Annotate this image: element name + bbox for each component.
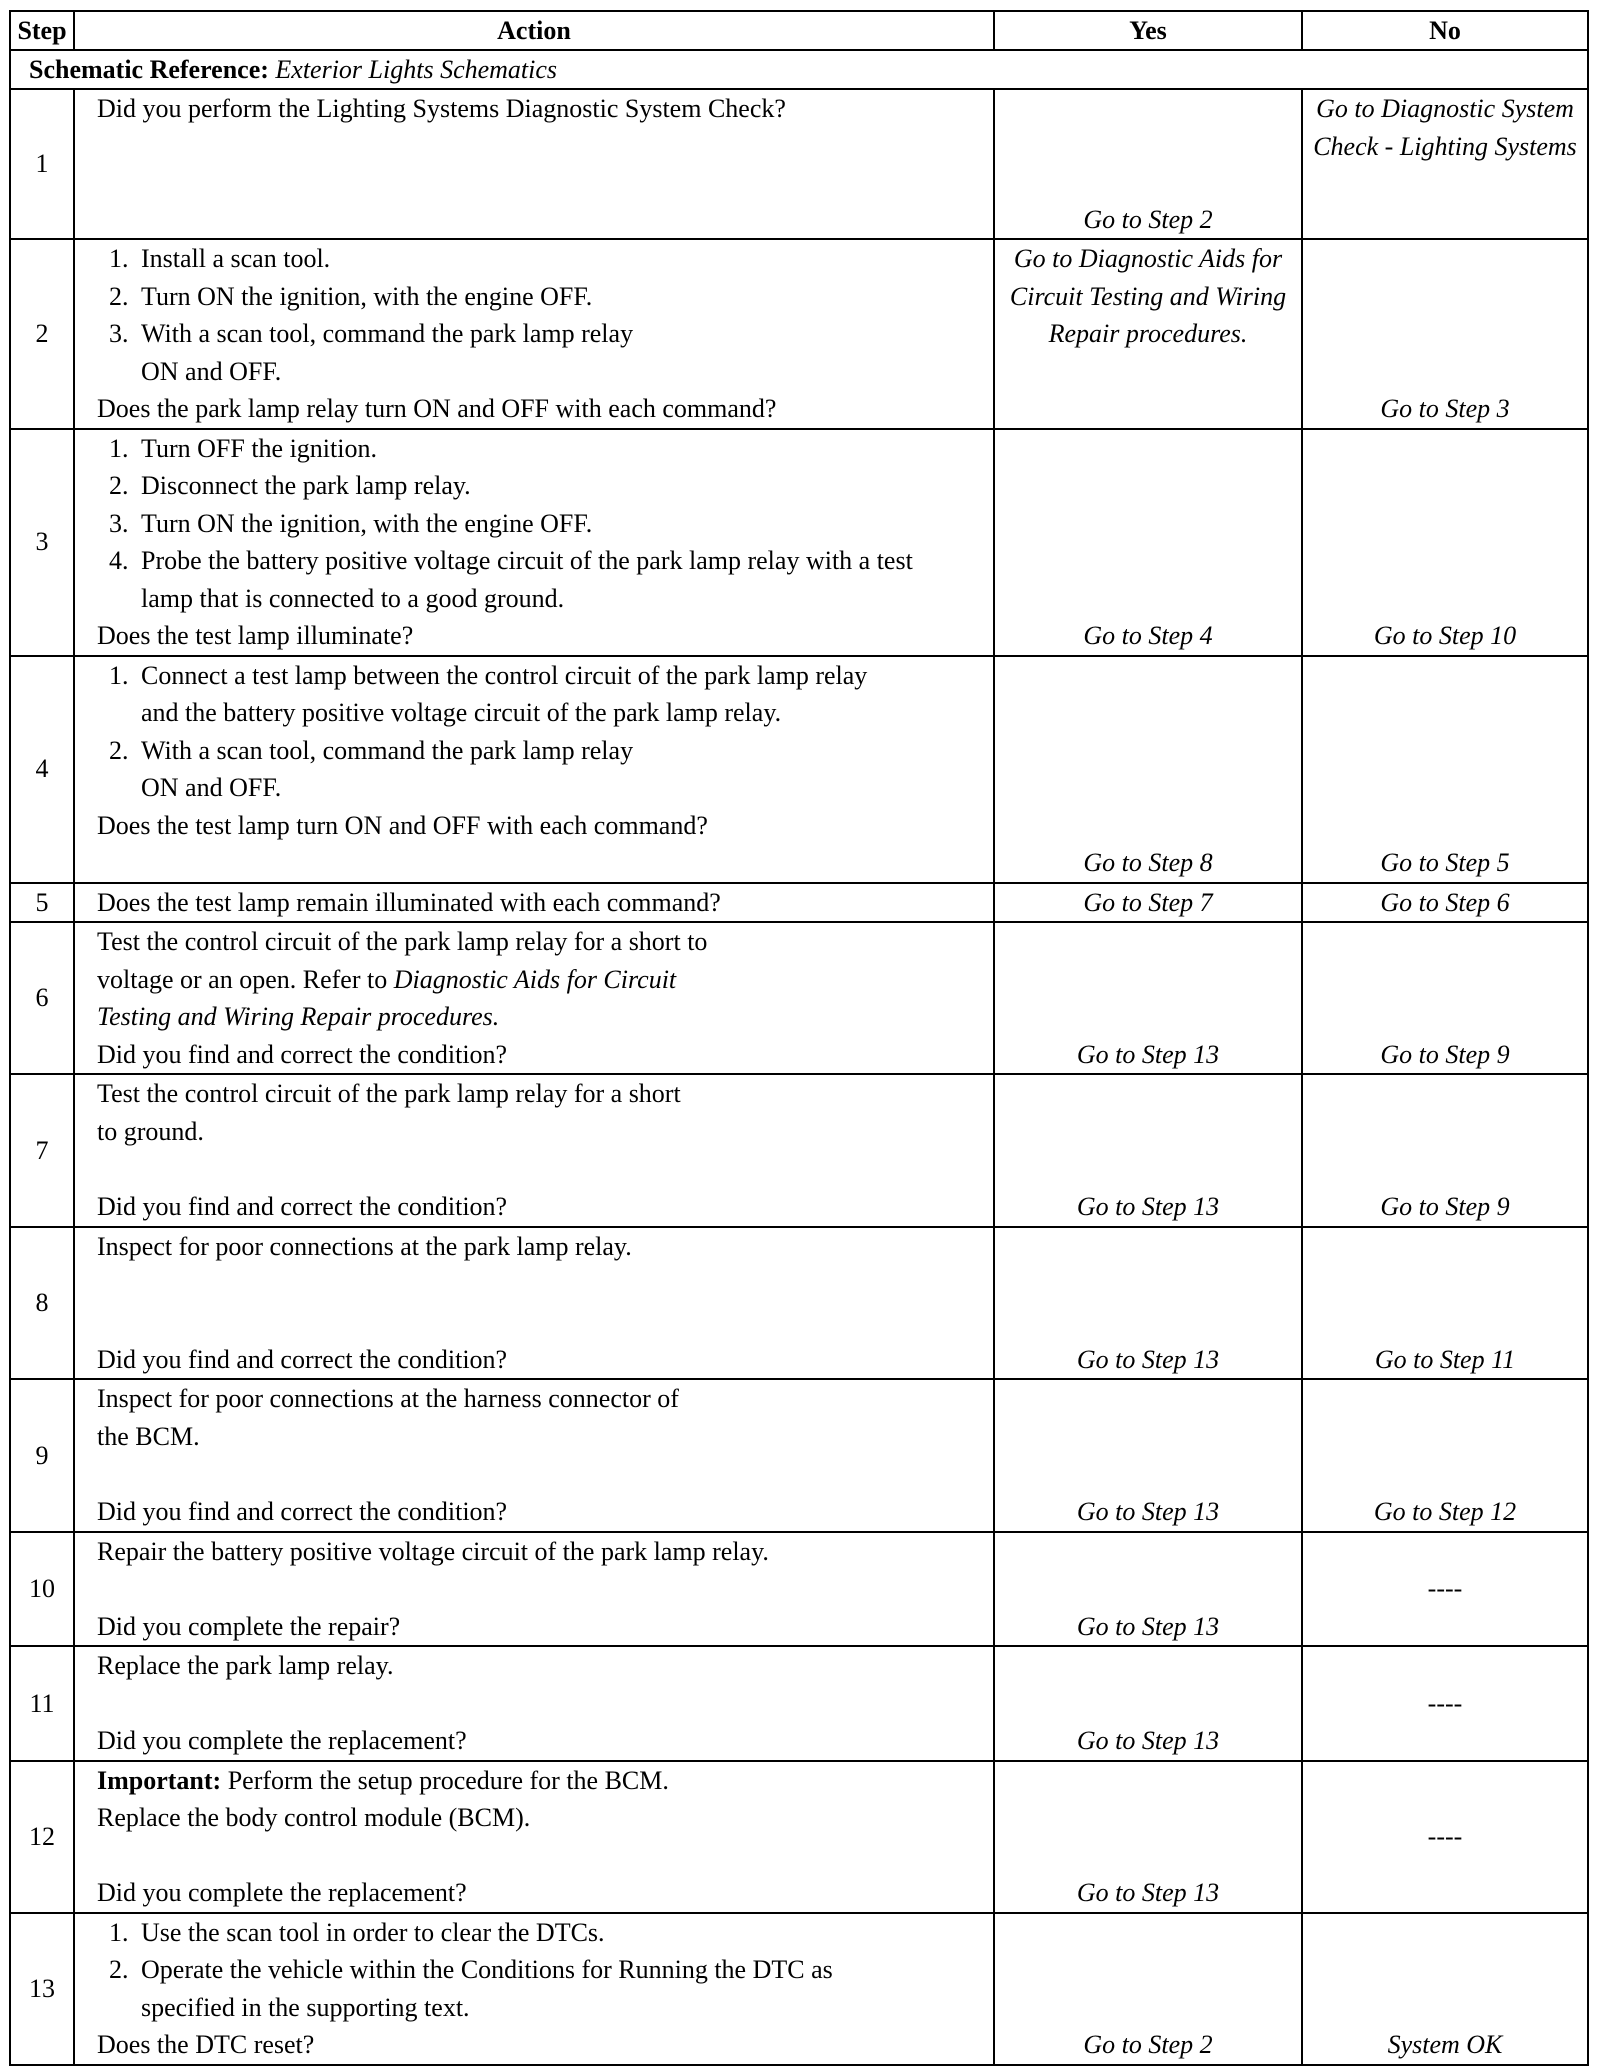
- list-item: 1. Connect a test lamp between the control circuit of the park lamp relay and the battery positive voltage circuit of the park lamp relay.: [135, 657, 993, 732]
- action-question: Does the test lamp turn ON and OFF with each command?: [97, 810, 708, 840]
- action-question: Did you find and correct the condition?: [97, 1192, 508, 1221]
- action-question: Does the test lamp remain illuminated with each command?: [97, 887, 721, 917]
- action-text: Test the control circuit of the park lamp relay for a short to ground.: [97, 1079, 681, 1146]
- no-cell[interactable]: Go to Step 10: [1302, 429, 1588, 656]
- action-cell: [74, 1074, 994, 1227]
- list-item: 1. Use the scan tool in order to clear the DTCs.: [135, 1914, 993, 1952]
- yes-cell[interactable]: Go to Step 2: [994, 1913, 1302, 2065]
- step-number: 7: [10, 1074, 74, 1227]
- action-cell: [74, 1913, 994, 2065]
- step-number: 5: [10, 883, 74, 923]
- no-cell[interactable]: Go to Step 3: [1302, 239, 1588, 429]
- step-number: 8: [10, 1227, 74, 1380]
- step-number: 6: [10, 922, 74, 1074]
- action-text: Replace the body control module (BCM).: [97, 1803, 531, 1832]
- schematic-reference: [10, 50, 1588, 89]
- action-cell: [74, 922, 994, 1074]
- step-number: 11: [10, 1646, 74, 1761]
- step-number: 9: [10, 1379, 74, 1532]
- table-row: [10, 429, 1588, 656]
- yes-cell[interactable]: Go to Step 13: [994, 1227, 1302, 1380]
- table-row: [10, 883, 1588, 923]
- step-number: 2: [10, 239, 74, 429]
- important-text: Perform the setup procedure for the BCM.: [221, 1765, 669, 1795]
- important-label: Important:: [97, 1765, 222, 1795]
- action-question: Did you complete the replacement?: [97, 1726, 467, 1755]
- table-row: [10, 1761, 1588, 1913]
- list-item: 2. Turn ON the ignition, with the engine OFF.: [135, 278, 993, 316]
- action-text: Inspect for poor connections at the park lamp relay.: [97, 1231, 632, 1261]
- yes-cell[interactable]: Go to Step 13: [994, 1646, 1302, 1761]
- yes-cell[interactable]: Go to Step 2: [994, 89, 1302, 239]
- no-cell[interactable]: Go to Step 9: [1302, 1074, 1588, 1227]
- diagnostic-aids-link[interactable]: Diagnostic Aids for Circuit Testing and Wiring Repair procedures.: [97, 964, 677, 1031]
- no-cell[interactable]: Go to Step 11: [1302, 1227, 1588, 1380]
- no-cell[interactable]: Go to Step 6: [1302, 883, 1588, 923]
- action-cell: [74, 429, 994, 656]
- action-list: [97, 430, 993, 618]
- yes-cell[interactable]: Go to Step 13: [994, 1379, 1302, 1532]
- step-number: 1: [10, 89, 74, 239]
- action-question: Did you find and correct the condition?: [97, 1497, 508, 1526]
- table-row: [10, 1379, 1588, 1532]
- list-item: 3. With a scan tool, command the park lamp relay ON and OFF.: [135, 315, 993, 390]
- action-question: Did you complete the repair?: [97, 1611, 401, 1641]
- action-text: Replace the park lamp relay.: [97, 1651, 394, 1680]
- action-text: Repair the battery positive voltage circuit of the park lamp relay.: [97, 1536, 769, 1566]
- list-item: 2. Operate the vehicle within the Conditions for Running the DTC as specified in the supporting text.: [135, 1951, 993, 2026]
- table-row: [10, 89, 1588, 239]
- no-cell: System OK: [1302, 1913, 1588, 2065]
- table-row: [10, 1646, 1588, 1761]
- action-question: Does the DTC reset?: [97, 2030, 315, 2059]
- important-note: [97, 1762, 993, 1800]
- action-question: Does the test lamp illuminate?: [97, 621, 414, 650]
- step-number: 10: [10, 1532, 74, 1647]
- action-cell: [74, 89, 994, 239]
- header-no: No: [1302, 11, 1588, 50]
- action-list: [97, 657, 993, 807]
- step-number: 12: [10, 1761, 74, 1913]
- yes-cell[interactable]: Go to Diagnostic Aids for Circuit Testing and Wiring Repair procedures.: [994, 239, 1302, 429]
- list-item: 2. Disconnect the park lamp relay.: [135, 467, 993, 505]
- action-cell: [74, 1532, 994, 1647]
- list-item: 4. Probe the battery positive voltage circuit of the park lamp relay with a test lamp that is connected to a good ground.: [135, 542, 993, 617]
- action-text: [97, 923, 993, 1036]
- no-cell[interactable]: Go to Step 12: [1302, 1379, 1588, 1532]
- action-text-main: Test the control circuit of the park lamp relay for a short to voltage or an open. Refer to: [97, 927, 708, 994]
- no-cell: ----: [1302, 1532, 1588, 1647]
- header-yes: Yes: [994, 11, 1302, 50]
- action-cell: [74, 1646, 994, 1761]
- action-list: [97, 1914, 993, 2027]
- yes-cell[interactable]: Go to Step 8: [994, 656, 1302, 883]
- yes-cell[interactable]: Go to Step 13: [994, 1074, 1302, 1227]
- schematic-link[interactable]: Exterior Lights Schematics: [275, 54, 558, 84]
- table-row: [10, 1532, 1588, 1647]
- table-row: [10, 1913, 1588, 2065]
- table-row: [10, 239, 1588, 429]
- no-cell[interactable]: Go to Step 5: [1302, 656, 1588, 883]
- table-row: [10, 1074, 1588, 1227]
- action-question: Did you complete the replacement?: [97, 1878, 467, 1907]
- table-row: [10, 1227, 1588, 1380]
- no-cell[interactable]: Go to Step 9: [1302, 922, 1588, 1074]
- header-row: [10, 11, 1588, 50]
- action-cell: [74, 656, 994, 883]
- action-cell: [74, 1379, 994, 1532]
- action-question: Does the park lamp relay turn ON and OFF with each command?: [97, 394, 777, 423]
- action-question: Did you find and correct the condition?: [97, 1039, 508, 1069]
- action-cell: [74, 1761, 994, 1913]
- action-cell: [74, 1227, 994, 1380]
- no-cell[interactable]: Go to Diagnostic System Check - Lighting Systems: [1302, 89, 1588, 239]
- list-item: 1. Turn OFF the ignition.: [135, 430, 993, 468]
- diagnostic-table: [9, 10, 1589, 2066]
- step-number: 4: [10, 656, 74, 883]
- list-item: 1. Install a scan tool.: [135, 240, 993, 278]
- yes-cell[interactable]: Go to Step 13: [994, 1532, 1302, 1647]
- no-cell: ----: [1302, 1646, 1588, 1761]
- schematic-label: Schematic Reference:: [29, 54, 269, 84]
- action-list: [97, 240, 993, 390]
- action-question: Did you find and correct the condition?: [97, 1344, 508, 1374]
- yes-cell[interactable]: Go to Step 7: [994, 883, 1302, 923]
- header-step: Step: [10, 11, 74, 50]
- action-text: Did you perform the Lighting Systems Diagnostic System Check?: [97, 94, 786, 123]
- step-number: 3: [10, 429, 74, 656]
- schematic-row: [10, 50, 1588, 89]
- list-item: 2. With a scan tool, command the park lamp relay ON and OFF.: [135, 732, 993, 807]
- action-text: Inspect for poor connections at the harness connector of the BCM.: [97, 1384, 679, 1451]
- no-cell: ----: [1302, 1761, 1588, 1913]
- table-row: [10, 656, 1588, 883]
- yes-cell[interactable]: Go to Step 13: [994, 922, 1302, 1074]
- header-action: Action: [74, 11, 994, 50]
- table-row: [10, 922, 1588, 1074]
- step-number: 13: [10, 1913, 74, 2065]
- action-cell: [74, 239, 994, 429]
- yes-cell[interactable]: Go to Step 4: [994, 429, 1302, 656]
- action-cell: [74, 883, 994, 923]
- yes-cell[interactable]: Go to Step 13: [994, 1761, 1302, 1913]
- list-item: 3. Turn ON the ignition, with the engine OFF.: [135, 505, 993, 543]
